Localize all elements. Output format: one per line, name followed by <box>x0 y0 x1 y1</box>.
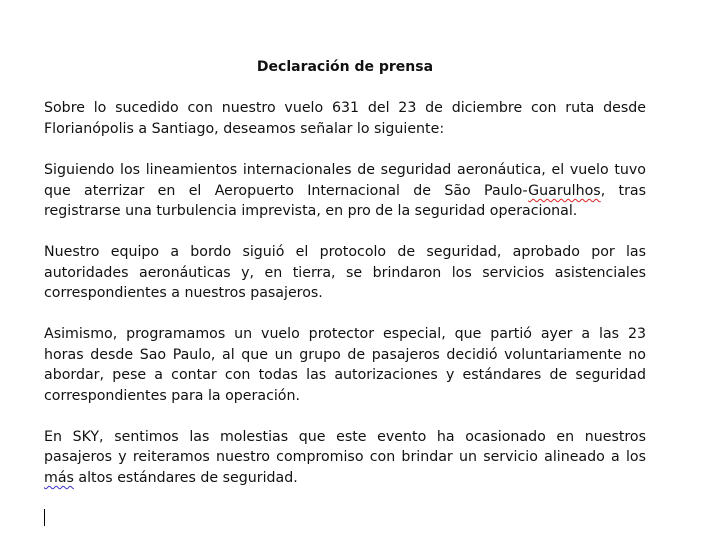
paragraph-5-line-1: En SKY, sentimos las molestias que este evento ha ocasionado en nuestros <box>44 429 646 445</box>
paragraph-4-line-1: Asimismo, programamos un vuelo protector especial, que partió ayer a las 23 <box>44 326 646 342</box>
paragraph-3-line-3: correspondientes a nuestros pasajeros. <box>44 285 323 301</box>
paragraph-1-line-1: Sobre lo sucedido con nuestro vuelo 631 del 23 de diciembre con ruta desde <box>44 100 646 116</box>
paragraph-2-line-2 <box>44 181 646 201</box>
paragraph-5-line-3 <box>44 468 646 488</box>
paragraph-4-line-2: horas desde Sao Paulo, al que un grupo de pasajeros decidió voluntariamente no <box>44 347 646 363</box>
document-title: Declaración de prensa <box>256 59 434 75</box>
text: altos estándares de seguridad. <box>73 470 298 486</box>
paragraph-5-line-2: pasajeros y reiteramos nuestro compromiso con brindar un servicio alineado a los <box>44 449 646 465</box>
paragraph-2-line-3: registrarse una turbulencia imprevista, en pro de la seguridad operacional. <box>44 203 578 219</box>
paragraph-2-line-1: Siguiendo los lineamientos internacionales de seguridad aeronáutica, el vuelo tuvo <box>44 162 646 178</box>
paragraph-4-line-3: abordar, pese a contar con todas las autorizaciones y estándares de seguridad <box>44 367 646 383</box>
text: , <box>600 183 606 199</box>
text: tras <box>605 183 646 199</box>
paragraph-1-line-2: Florianópolis a Santiago, deseamos señalar lo siguiente: <box>44 121 445 137</box>
paragraph-3-line-2: autoridades aeronáuticas y, en tierra, se brindaron los servicios asistenciales <box>44 265 646 281</box>
grammar-flag-word[interactable]: más <box>44 470 74 486</box>
paragraph-4-line-4: correspondientes para la operación. <box>44 388 300 404</box>
text: que aterrizar en el Aeropuerto Internacional de São Paulo- <box>44 183 529 199</box>
text-cursor <box>44 509 45 526</box>
spelling-error-word[interactable]: Guarulhos <box>528 183 601 199</box>
paragraph-3-line-1: Nuestro equipo a bordo siguió el protocolo de seguridad, aprobado por las <box>44 244 646 260</box>
